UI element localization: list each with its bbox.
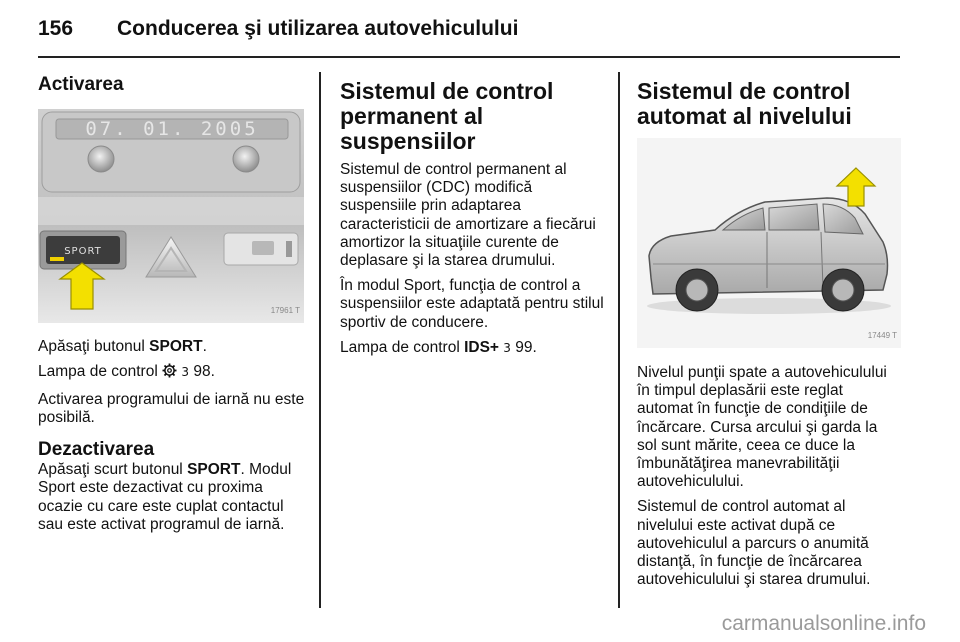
paragraph-deactivation: Apăsaţi scurt butonul SPORT. Modul Sport este dezactivat cu proxima ocazie cu care este cuplat contactul sau este activat programul de iarnă. [38,461,292,533]
clock-display-text: 07. 01. 2005 [85,118,259,141]
paragraph-level-activation: Sistemul de control automat al nivelului este activat după ce autovehiculul a parcurs o anumită distanţă, în funcţie de încărcarea autovehiculului şi starea drumului. [637,498,871,589]
sport-indicator-led [50,257,64,261]
header-divider [38,56,900,58]
sport-label: SPORT [149,338,203,356]
paragraph-cdc-intro: Sistemul de control permanent al suspensiilor (CDC) modifică suspensiile prin adaptarea caracteristicii de amortizare a fiecărui amortizor la situaţiile curente de deplasare şi la starea drumului. [340,161,596,270]
column-divider-1 [319,72,321,608]
figure-code: 17961 T [270,306,300,315]
paragraph-winter-program: Activarea programului de iarnă nu este posibilă. [38,390,305,426]
sport-label-2: SPORT [187,461,241,479]
page-ref-arrow: 3 [503,340,511,355]
column-activation [38,76,306,541]
paragraph-cdc-lamp: Lampa de control IDS+ 3 99. [340,338,537,356]
section-heading-cdc: Sistemul de control permanent al suspensiilor [340,78,554,154]
sport-mode-gear-icon [162,363,177,383]
left-knob [88,146,114,172]
ids-plus-label: IDS+ [464,338,499,356]
page-ref-arrow: 3 [181,365,190,380]
paragraph-press-sport: Apăsaţi butonul SPORT. [38,338,207,356]
paragraph-cdc-sport: În modul Sport, funcţia de control a suspensiilor este adaptată pentru stilul sportiv de conducere. [340,277,604,331]
dashboard-illustration [38,109,304,323]
column-level-control [637,79,901,596]
page-ref-98[interactable]: 98. [193,363,215,381]
sport-button-figure [38,109,304,323]
figure-code: 17449 T [867,330,897,340]
page-ref-99[interactable]: 99. [515,338,537,356]
right-knob [233,146,259,172]
sport-button-label: SPORT [64,246,102,258]
section-heading-deactivation: Dezactivarea [38,439,155,461]
section-heading-level-control: Sistemul de control automat al nivelului [637,78,852,129]
column-divider-2 [618,72,620,608]
watermark: carmanualsonline.info [721,612,926,635]
car-illustration [637,138,901,348]
section-heading-activation: Activarea [38,74,124,95]
page-title: Conducerea şi utilizarea autovehiculului [117,17,519,40]
paragraph-level-rear-axle: Nivelul punţii spate a autovehiculului în timpul deplasării este reglat automat în funcţie de condiţiile de încărcare. Cursa arcului şi garda la sol sunt mărite, ceea ce duce la îmbunătăţirea manevrabilităţii autovehiculului. [637,364,887,491]
column-cdc [340,79,610,364]
paragraph-control-lamp: Lampa de control 3 98. [38,363,306,383]
page-number: 156 [38,17,74,40]
car-level-figure [637,138,901,348]
